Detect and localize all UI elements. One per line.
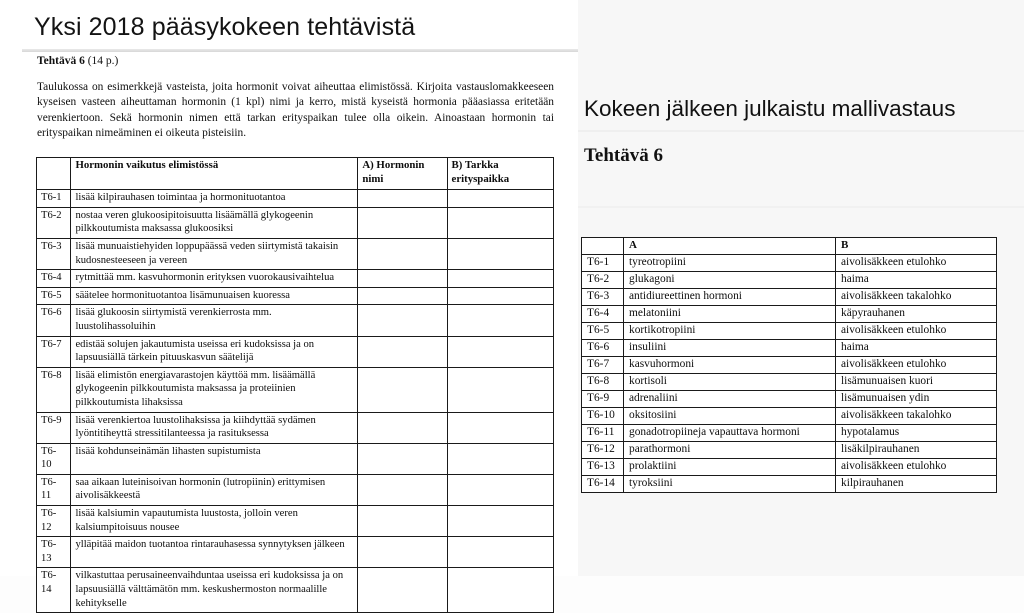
answer-row-id: T6-14 bbox=[582, 476, 624, 493]
row-id: T6-5 bbox=[37, 287, 71, 305]
answer-table-row bbox=[582, 374, 997, 391]
row-secretion-site-field[interactable] bbox=[447, 207, 553, 238]
table-row bbox=[37, 336, 554, 367]
answer-row-secretion-site: aivolisäkkeen etulohko bbox=[836, 357, 997, 374]
row-id: T6-14 bbox=[37, 568, 71, 613]
table-row bbox=[37, 287, 554, 305]
answer-row-secretion-site: lisämunuaisen ydin bbox=[836, 391, 997, 408]
row-id: T6-2 bbox=[37, 207, 71, 238]
answer-row-hormone-name: kortikotropiini bbox=[624, 323, 836, 340]
task-instructions: Taulukossa on esimerkkejä vasteista, joita hormonit voivat aiheuttaa elimistössä. Kirjoita vastauslomakkeeseen kyseisen vasteen aiheuttaman hormonin (1 kpl) nimi ja kerro, mistä kyseistä hormonia pääasiassa eritetään verenkiertoon. Sekä hormonin nimen että tarkan erityspaikan tulee olla oikein. Ainoastaan hormonin tai erityspaikan nimeäminen ei oikeuta pisteisiin. bbox=[37, 81, 554, 139]
row-secretion-site-field[interactable] bbox=[447, 537, 553, 568]
table-row bbox=[37, 367, 554, 412]
table-row bbox=[37, 190, 554, 208]
answer-row-id: T6-6 bbox=[582, 340, 624, 357]
answer-column-header-a: A bbox=[624, 238, 836, 255]
answer-row-hormone-name: gonadotropiineja vapauttava hormoni bbox=[624, 425, 836, 442]
row-id: T6-7 bbox=[37, 336, 71, 367]
row-id: T6-3 bbox=[37, 238, 71, 269]
row-secretion-site-field[interactable] bbox=[447, 506, 553, 537]
row-hormone-name-field[interactable] bbox=[358, 238, 447, 269]
model-answer-divider bbox=[578, 130, 1024, 132]
row-secretion-site-field[interactable] bbox=[447, 474, 553, 505]
answer-column-header-blank bbox=[582, 238, 624, 255]
table-row bbox=[37, 412, 554, 443]
answer-table-row bbox=[582, 323, 997, 340]
table-row bbox=[37, 568, 554, 613]
row-id: T6-11 bbox=[37, 474, 71, 505]
answer-table-header-row bbox=[582, 238, 997, 255]
row-hormone-name-field[interactable] bbox=[358, 190, 447, 208]
table-header-row bbox=[37, 158, 554, 190]
slide-title: Yksi 2018 pääsykokeen tehtävistä bbox=[34, 13, 416, 41]
answer-table-row bbox=[582, 340, 997, 357]
row-effect: lisää kohdunseinämän lihasten supistumista bbox=[71, 443, 358, 474]
answer-row-secretion-site: aivolisäkkeen etulohko bbox=[836, 323, 997, 340]
row-effect: vilkastuttaa perusaineenvaihduntaa useissa eri kudoksissa ja on lapsuusiällä välttämätön mm. keskushermoston normaalille kehitykselle bbox=[71, 568, 358, 613]
model-answer-title: Kokeen jälkeen julkaistu mallivastaus bbox=[584, 96, 956, 121]
answer-row-hormone-name: insuliini bbox=[624, 340, 836, 357]
column-header-blank bbox=[37, 158, 71, 190]
row-secretion-site-field[interactable] bbox=[447, 336, 553, 367]
column-header-secretion-site: B) Tarkka erityspaikka bbox=[447, 158, 553, 190]
task-label: Tehtävä 6 bbox=[37, 55, 85, 67]
row-id: T6-1 bbox=[37, 190, 71, 208]
row-effect: lisää kalsiumin vapautumista luustosta, jolloin veren kalsiumpitoisuus nousee bbox=[71, 506, 358, 537]
answer-row-secretion-site: aivolisäkkeen etulohko bbox=[836, 459, 997, 476]
row-hormone-name-field[interactable] bbox=[358, 367, 447, 412]
row-id: T6-8 bbox=[37, 367, 71, 412]
task-points: (14 p.) bbox=[87, 55, 119, 67]
answer-table-row bbox=[582, 272, 997, 289]
title-divider bbox=[22, 49, 578, 52]
answer-row-id: T6-11 bbox=[582, 425, 624, 442]
answer-row-id: T6-1 bbox=[582, 255, 624, 272]
row-secretion-site-field[interactable] bbox=[447, 238, 553, 269]
answer-row-hormone-name: glukagoni bbox=[624, 272, 836, 289]
row-effect: lisää verenkiertoa luustolihaksissa ja kiihdyttää sydämen lyöntitiheyttä stressitilanteessa ja rasituksessa bbox=[71, 412, 358, 443]
row-effect: edistää solujen jakautumista useissa eri kudoksissa ja on lapsuusiällä tärkein pituuskasvun säätelijä bbox=[71, 336, 358, 367]
answer-row-secretion-site: haima bbox=[836, 340, 997, 357]
table-row bbox=[37, 537, 554, 568]
answer-table-row bbox=[582, 408, 997, 425]
answer-row-hormone-name: melatoniini bbox=[624, 306, 836, 323]
task-heading bbox=[37, 55, 118, 67]
row-id: T6-13 bbox=[37, 537, 71, 568]
answer-row-secretion-site: aivolisäkkeen takalohko bbox=[836, 408, 997, 425]
answer-row-hormone-name: kortisoli bbox=[624, 374, 836, 391]
answer-row-hormone-name: kasvuhormoni bbox=[624, 357, 836, 374]
row-hormone-name-field[interactable] bbox=[358, 412, 447, 443]
table-row bbox=[37, 443, 554, 474]
row-hormone-name-field[interactable] bbox=[358, 305, 447, 336]
answer-table-row bbox=[582, 459, 997, 476]
row-effect: lisää elimistön energiavarastojen käyttöä mm. lisäämällä glykogeenin pilkkoutumista maksassa ja proteiinien pilkkoutumista lihaksissa bbox=[71, 367, 358, 412]
table-row bbox=[37, 305, 554, 336]
answer-row-hormone-name: antidiureettinen hormoni bbox=[624, 289, 836, 306]
answer-table-row bbox=[582, 425, 997, 442]
row-id: T6-6 bbox=[37, 305, 71, 336]
row-secretion-site-field[interactable] bbox=[447, 287, 553, 305]
row-hormone-name-field[interactable] bbox=[358, 537, 447, 568]
row-hormone-name-field[interactable] bbox=[358, 270, 447, 288]
row-effect: nostaa veren glukoosipitoisuutta lisäämällä glykogeenin pilkkoutumista maksassa glukoosiksi bbox=[71, 207, 358, 238]
answer-row-hormone-name: tyreotropiini bbox=[624, 255, 836, 272]
answer-row-secretion-site: hypotalamus bbox=[836, 425, 997, 442]
row-secretion-site-field[interactable] bbox=[447, 305, 553, 336]
answer-row-id: T6-13 bbox=[582, 459, 624, 476]
answer-row-id: T6-8 bbox=[582, 374, 624, 391]
answer-row-id: T6-4 bbox=[582, 306, 624, 323]
column-header-hormone-name: A) Hormonin nimi bbox=[358, 158, 447, 190]
answer-table-row bbox=[582, 255, 997, 272]
row-secretion-site-field[interactable] bbox=[447, 367, 553, 412]
answer-row-hormone-name: oksitosiini bbox=[624, 408, 836, 425]
row-hormone-name-field[interactable] bbox=[358, 474, 447, 505]
row-effect: lisää munuaistiehyiden loppupäässä veden siirtymistä takaisin kudosnesteeseen ja vereen bbox=[71, 238, 358, 269]
answer-row-secretion-site: lisämunuaisen kuori bbox=[836, 374, 997, 391]
table-row bbox=[37, 474, 554, 505]
table-row bbox=[37, 270, 554, 288]
row-effect: rytmittää mm. kasvuhormonin erityksen vuorokausivaihtelua bbox=[71, 270, 358, 288]
answer-table-row bbox=[582, 442, 997, 459]
answer-row-secretion-site: aivolisäkkeen etulohko bbox=[836, 255, 997, 272]
answer-table-row bbox=[582, 289, 997, 306]
model-answer-subtitle: Tehtävä 6 bbox=[584, 145, 664, 166]
row-effect: lisää glukoosin siirtymistä verenkierrosta mm. luustolihassoluihin bbox=[71, 305, 358, 336]
row-id: T6-9 bbox=[37, 412, 71, 443]
model-answer-divider-2 bbox=[578, 206, 1024, 208]
row-secretion-site-field[interactable] bbox=[447, 412, 553, 443]
row-id: T6-12 bbox=[37, 506, 71, 537]
row-id: T6-4 bbox=[37, 270, 71, 288]
row-secretion-site-field[interactable] bbox=[447, 270, 553, 288]
row-effect: lisää kilpirauhasen toimintaa ja hormonituotantoa bbox=[71, 190, 358, 208]
table-row bbox=[37, 238, 554, 269]
answer-row-hormone-name: parathormoni bbox=[624, 442, 836, 459]
answer-table-row bbox=[582, 357, 997, 374]
row-hormone-name-field[interactable] bbox=[358, 207, 447, 238]
answer-table-row bbox=[582, 391, 997, 408]
answer-row-secretion-site: käpyrauhanen bbox=[836, 306, 997, 323]
answer-row-secretion-site: lisäkilpirauhanen bbox=[836, 442, 997, 459]
answer-row-id: T6-3 bbox=[582, 289, 624, 306]
answer-row-hormone-name: prolaktiini bbox=[624, 459, 836, 476]
answer-row-id: T6-12 bbox=[582, 442, 624, 459]
table-row bbox=[37, 207, 554, 238]
answer-row-id: T6-2 bbox=[582, 272, 624, 289]
row-hormone-name-field[interactable] bbox=[358, 506, 447, 537]
row-secretion-site-field[interactable] bbox=[447, 443, 553, 474]
row-hormone-name-field[interactable] bbox=[358, 287, 447, 305]
row-hormone-name-field[interactable] bbox=[358, 568, 447, 613]
answer-row-secretion-site: kilpirauhanen bbox=[836, 476, 997, 493]
model-answer-table bbox=[581, 237, 997, 493]
answer-row-id: T6-7 bbox=[582, 357, 624, 374]
answer-row-id: T6-9 bbox=[582, 391, 624, 408]
row-secretion-site-field[interactable] bbox=[447, 568, 553, 613]
answer-row-hormone-name: adrenaliini bbox=[624, 391, 836, 408]
row-secretion-site-field[interactable] bbox=[447, 190, 553, 208]
answer-table-row bbox=[582, 476, 997, 493]
answer-row-hormone-name: tyroksiini bbox=[624, 476, 836, 493]
row-effect: ylläpitää maidon tuotantoa rintarauhasessa synnytyksen jälkeen bbox=[71, 537, 358, 568]
answer-row-id: T6-5 bbox=[582, 323, 624, 340]
row-id: T6-10 bbox=[37, 443, 71, 474]
row-effect: säätelee hormonituotantoa lisämunuaisen kuoressa bbox=[71, 287, 358, 305]
row-hormone-name-field[interactable] bbox=[358, 443, 447, 474]
answer-row-id: T6-10 bbox=[582, 408, 624, 425]
answer-table-row bbox=[582, 306, 997, 323]
row-effect: saa aikaan luteinisoivan hormonin (lutropiinin) erittymisen aivolisäkkeestä bbox=[71, 474, 358, 505]
answer-row-secretion-site: aivolisäkkeen takalohko bbox=[836, 289, 997, 306]
answer-column-header-b: B bbox=[836, 238, 997, 255]
row-hormone-name-field[interactable] bbox=[358, 336, 447, 367]
column-header-effect: Hormonin vaikutus elimistössä bbox=[71, 158, 358, 190]
exam-answer-sheet-table bbox=[36, 157, 554, 613]
table-row bbox=[37, 506, 554, 537]
answer-row-secretion-site: haima bbox=[836, 272, 997, 289]
